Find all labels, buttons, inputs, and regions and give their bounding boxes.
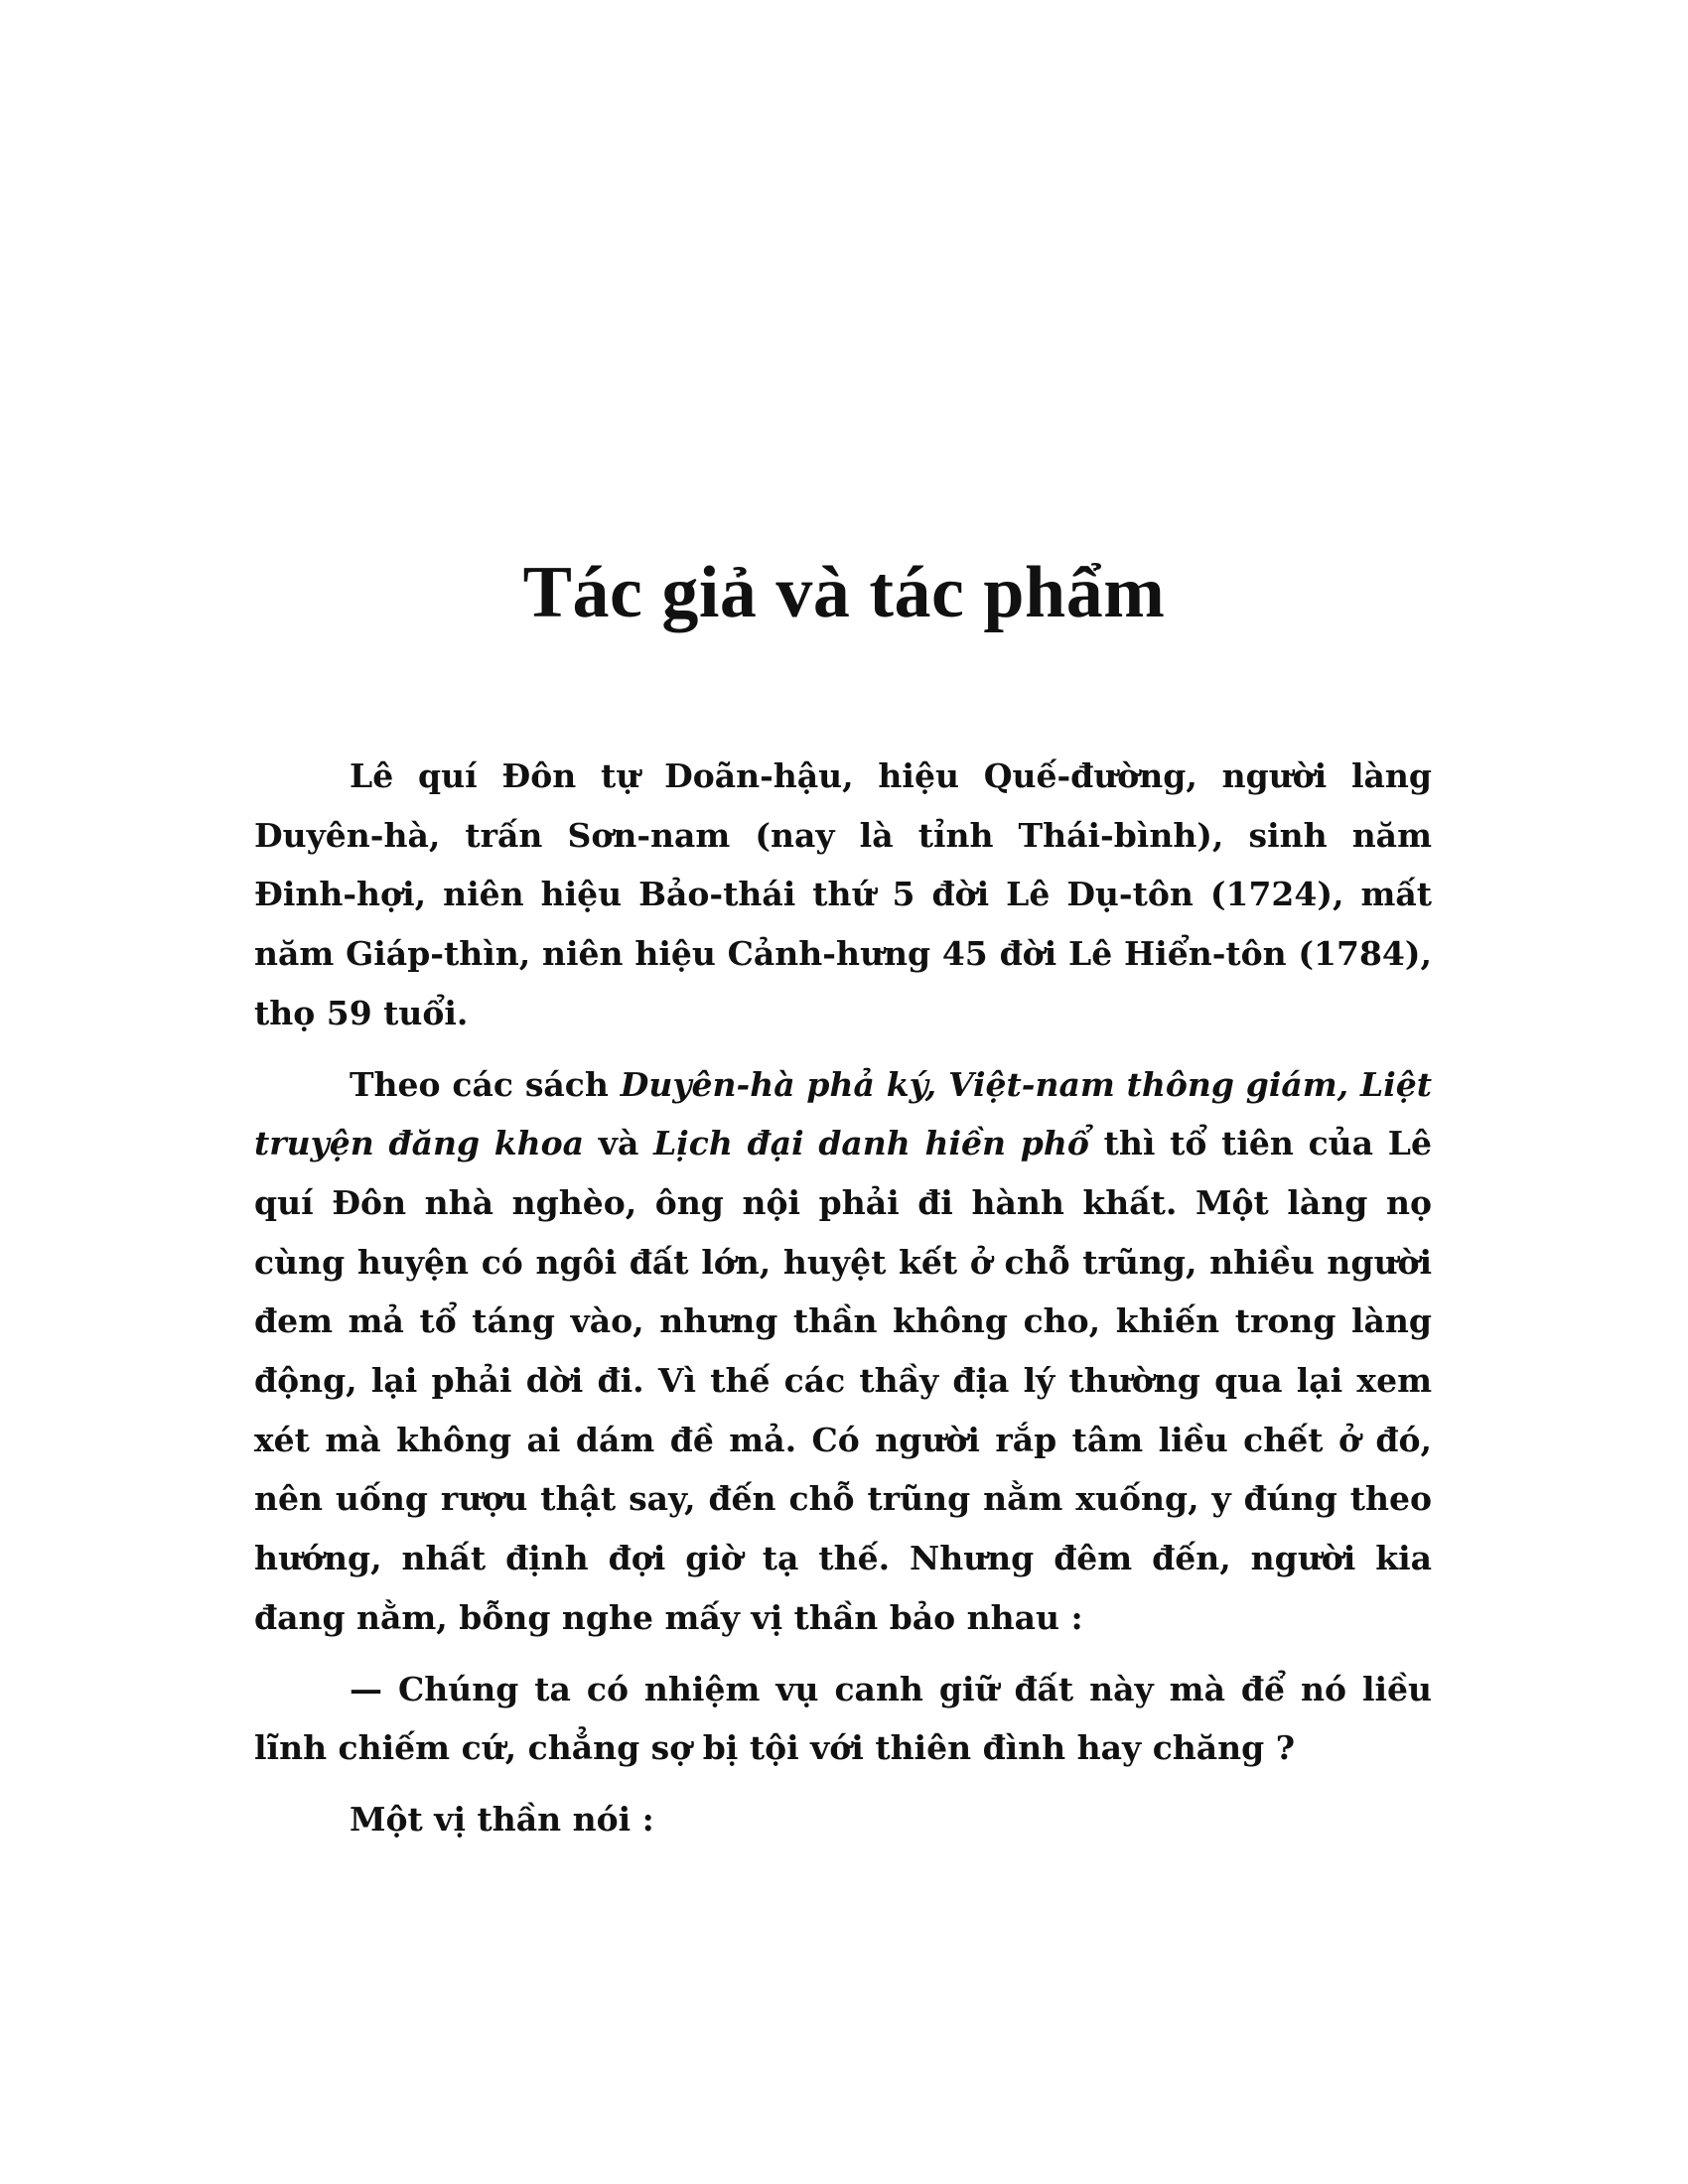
paragraph-2 [254,1055,1432,1648]
paragraph-1 [254,747,1432,1043]
text-segment: thì tổ tiên của Lê quí Đôn nhà nghèo, ông nội phải đi hành khất. Một làng nọ cùng huyện có ngôi đất lớn, huyệt kết ở chỗ trũng, nhiều người đem mả tổ táng vào, nhưng thần không cho, khiến trong làng động, lại phải dời đi. Vì thế các thầy địa lý thường qua lại xem xét mà không ai dám đề mả. Có người rắp tâm liều chết ở đó, nên uống rượu thật say, đến chỗ trũng nằm xuống, y đúng theo hướng, nhất định đợi giờ tạ thế. Nhưng đêm đến, người kia đang nằm, bỗng nghe mấy vị thần bảo nhau : [254,1124,1432,1637]
paragraph-3-dialogue [254,1660,1432,1778]
paragraph-4 [254,1790,1432,1849]
text-segment: Một vị thần nói : [350,1799,654,1839]
body-text [254,747,1432,1861]
text-segment: — Chúng ta có nhiệm vụ canh giữ đất này mà để nó liều lĩnh chiếm cứ, chẳng sợ bị tội với thiên đình hay chăng ? [254,1669,1432,1768]
text-segment: Lê quí Đôn tự Doãn-hậu, hiệu Quế-đường, người làng Duyên-hà, trấn Sơn-nam (nay là tỉnh Thái-bình), sinh năm Đinh-hợi, niên hiệu Bảo-thái thứ 5 đời Lê Dụ-tôn (1724), mất năm Giáp-thìn, niên hiệu Cảnh-hưng 45 đời Lê Hiển-tôn (1784), thọ 59 tuổi. [254,756,1432,1032]
page-title: Tác giả và tác phẩm [522,552,1166,633]
book-title-italic: Lịch đại danh hiền phổ [653,1124,1089,1163]
text-segment: Theo các sách [350,1064,621,1104]
text-segment: và [584,1124,654,1163]
book-title-italic: Duyên-hà phả ký, Việt-nam thông giám, Liệt truyện đăng khoa [254,1064,1432,1163]
